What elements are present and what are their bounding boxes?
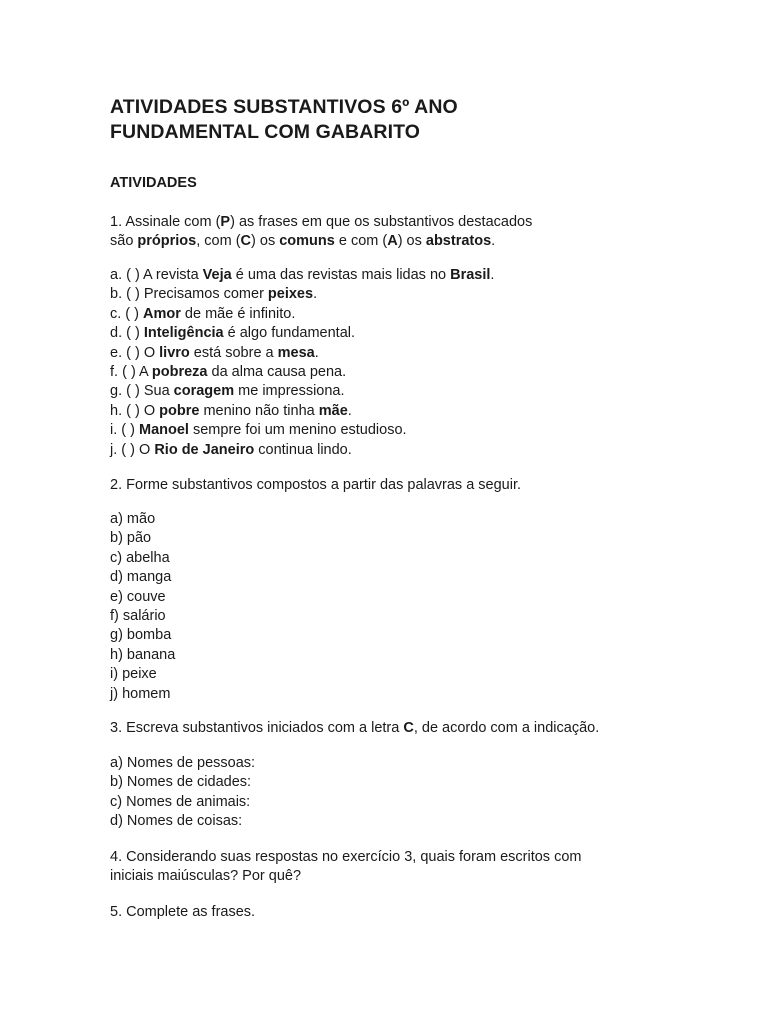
text-segment: . [313,286,318,303]
q1-item [110,344,494,363]
text-segment: é algo fundamental. [223,325,356,342]
text-segment: g. ( ) Sua [110,383,174,400]
text-segment: ) as frases em que os substantivos destacados [230,214,533,230]
q3-item: d) Nomes de coisas: [110,813,243,830]
q3-prompt-text [110,719,599,738]
q1-item [110,363,494,382]
title-line-2: FUNDAMENTAL COM GABARITO [110,121,421,143]
q2-item: a) mão [110,511,156,527]
q2-prompt [110,476,521,495]
text-segment: ) os [397,233,426,250]
text-segment: ) os [251,233,280,250]
bold-term: Amor [143,305,181,322]
q3-prompt [110,719,599,738]
q2-item: g) bomba [110,627,172,644]
text-segment: e com ( [334,233,388,250]
q1-item [110,441,494,460]
text-segment: h. ( ) O [110,402,160,419]
q3-item: b) Nomes de cidades: [110,774,252,791]
q4-prompt [110,848,581,887]
text-segment: , de acordo com a indicação. [413,720,600,736]
bold-term: Brasil [450,267,491,283]
text-segment: i. ( ) [110,422,139,439]
q4-prompt-line-1: 4. Considerando suas respostas no exercício 3, quais foram escritos com [110,849,582,865]
bold-term: A [387,233,398,250]
text-segment: são [110,233,138,250]
text-segment: . [347,402,352,419]
title-line-1: ATIVIDADES SUBSTANTIVOS 6º ANO [110,96,458,118]
bold-term: mãe [318,402,348,419]
bold-term: P [220,214,231,230]
text-segment: 1. Assinale com ( [110,214,221,230]
text-segment: b. ( ) Precisamos comer [110,286,268,303]
bold-term: próprios [137,233,197,250]
q1-prompt-line-2 [110,232,532,251]
q1-item [110,402,494,421]
bold-term: pobre [159,402,200,419]
q2-item: h) banana [110,646,176,663]
q2-item: b) pão [110,530,152,547]
q1-prompt [110,213,532,252]
bold-term: C [403,720,414,736]
text-segment: . [314,344,319,361]
section-heading: ATIVIDADES [110,175,197,191]
text-segment: d. ( ) [110,325,144,342]
q3-item: c) Nomes de animais: [110,793,251,810]
bold-term: Manoel [139,422,189,439]
text-segment: e. ( ) O [110,344,160,361]
text-segment: . [491,233,496,250]
bold-term: Inteligência [143,325,224,342]
q2-item: e) couve [110,588,166,605]
q2-prompt-text: 2. Forme substantivos compostos a partir das palavras a seguir. [110,477,522,493]
bold-term: livro [159,344,190,361]
q2-item: j) homem [110,685,171,702]
text-segment: c. ( ) [110,305,144,322]
text-segment: continua lindo. [254,441,352,458]
q2-item-list [110,510,175,704]
bold-term: comuns [279,233,335,250]
text-segment: está sobre a [189,344,278,361]
q1-item-list [110,266,494,460]
q2-item: i) peixe [110,666,157,683]
q3-item-list [110,754,255,832]
q1-item [110,285,494,304]
bold-term: mesa [277,344,315,361]
text-segment: de mãe é infinito. [180,305,296,322]
text-segment: 3. Escreva substantivos iniciados com a letra [110,720,404,736]
page-title [110,95,730,145]
q1-prompt-line-1 [110,213,532,232]
q2-item: f) salário [110,608,166,625]
q3-item: a) Nomes de pessoas: [110,755,256,771]
bold-term: coragem [173,383,235,400]
text-segment: menino não tinha [199,402,319,419]
q5-prompt [110,903,255,922]
bold-term: C [240,233,252,250]
q5-prompt-text: 5. Complete as frases. [110,904,256,920]
text-segment: f. ( ) A [110,364,152,381]
text-segment: j. ( ) O [110,441,155,458]
q4-prompt-line-2: iniciais maiúsculas? Por quê? [110,868,302,885]
document-content [110,95,730,920]
text-segment: a. ( ) A revista [110,267,203,283]
q1-item [110,421,494,440]
q2-item: c) abelha [110,549,170,566]
bold-term: peixes [267,286,314,303]
q1-item [110,266,494,285]
bold-term: abstratos [425,233,492,250]
q1-item [110,382,494,401]
text-segment: me impressiona. [234,383,345,400]
text-segment: , com ( [196,233,241,250]
q2-item: d) manga [110,569,172,586]
text-segment: . [490,267,495,283]
bold-term: Veja [202,267,232,283]
q1-item [110,305,494,324]
text-segment: da alma causa pena. [207,364,347,381]
q1-item [110,324,494,343]
bold-term: pobreza [151,364,208,381]
text-segment: sempre foi um menino estudioso. [188,422,407,439]
text-segment: é uma das revistas mais lidas no [231,267,451,283]
bold-term: Rio de Janeiro [154,441,255,458]
